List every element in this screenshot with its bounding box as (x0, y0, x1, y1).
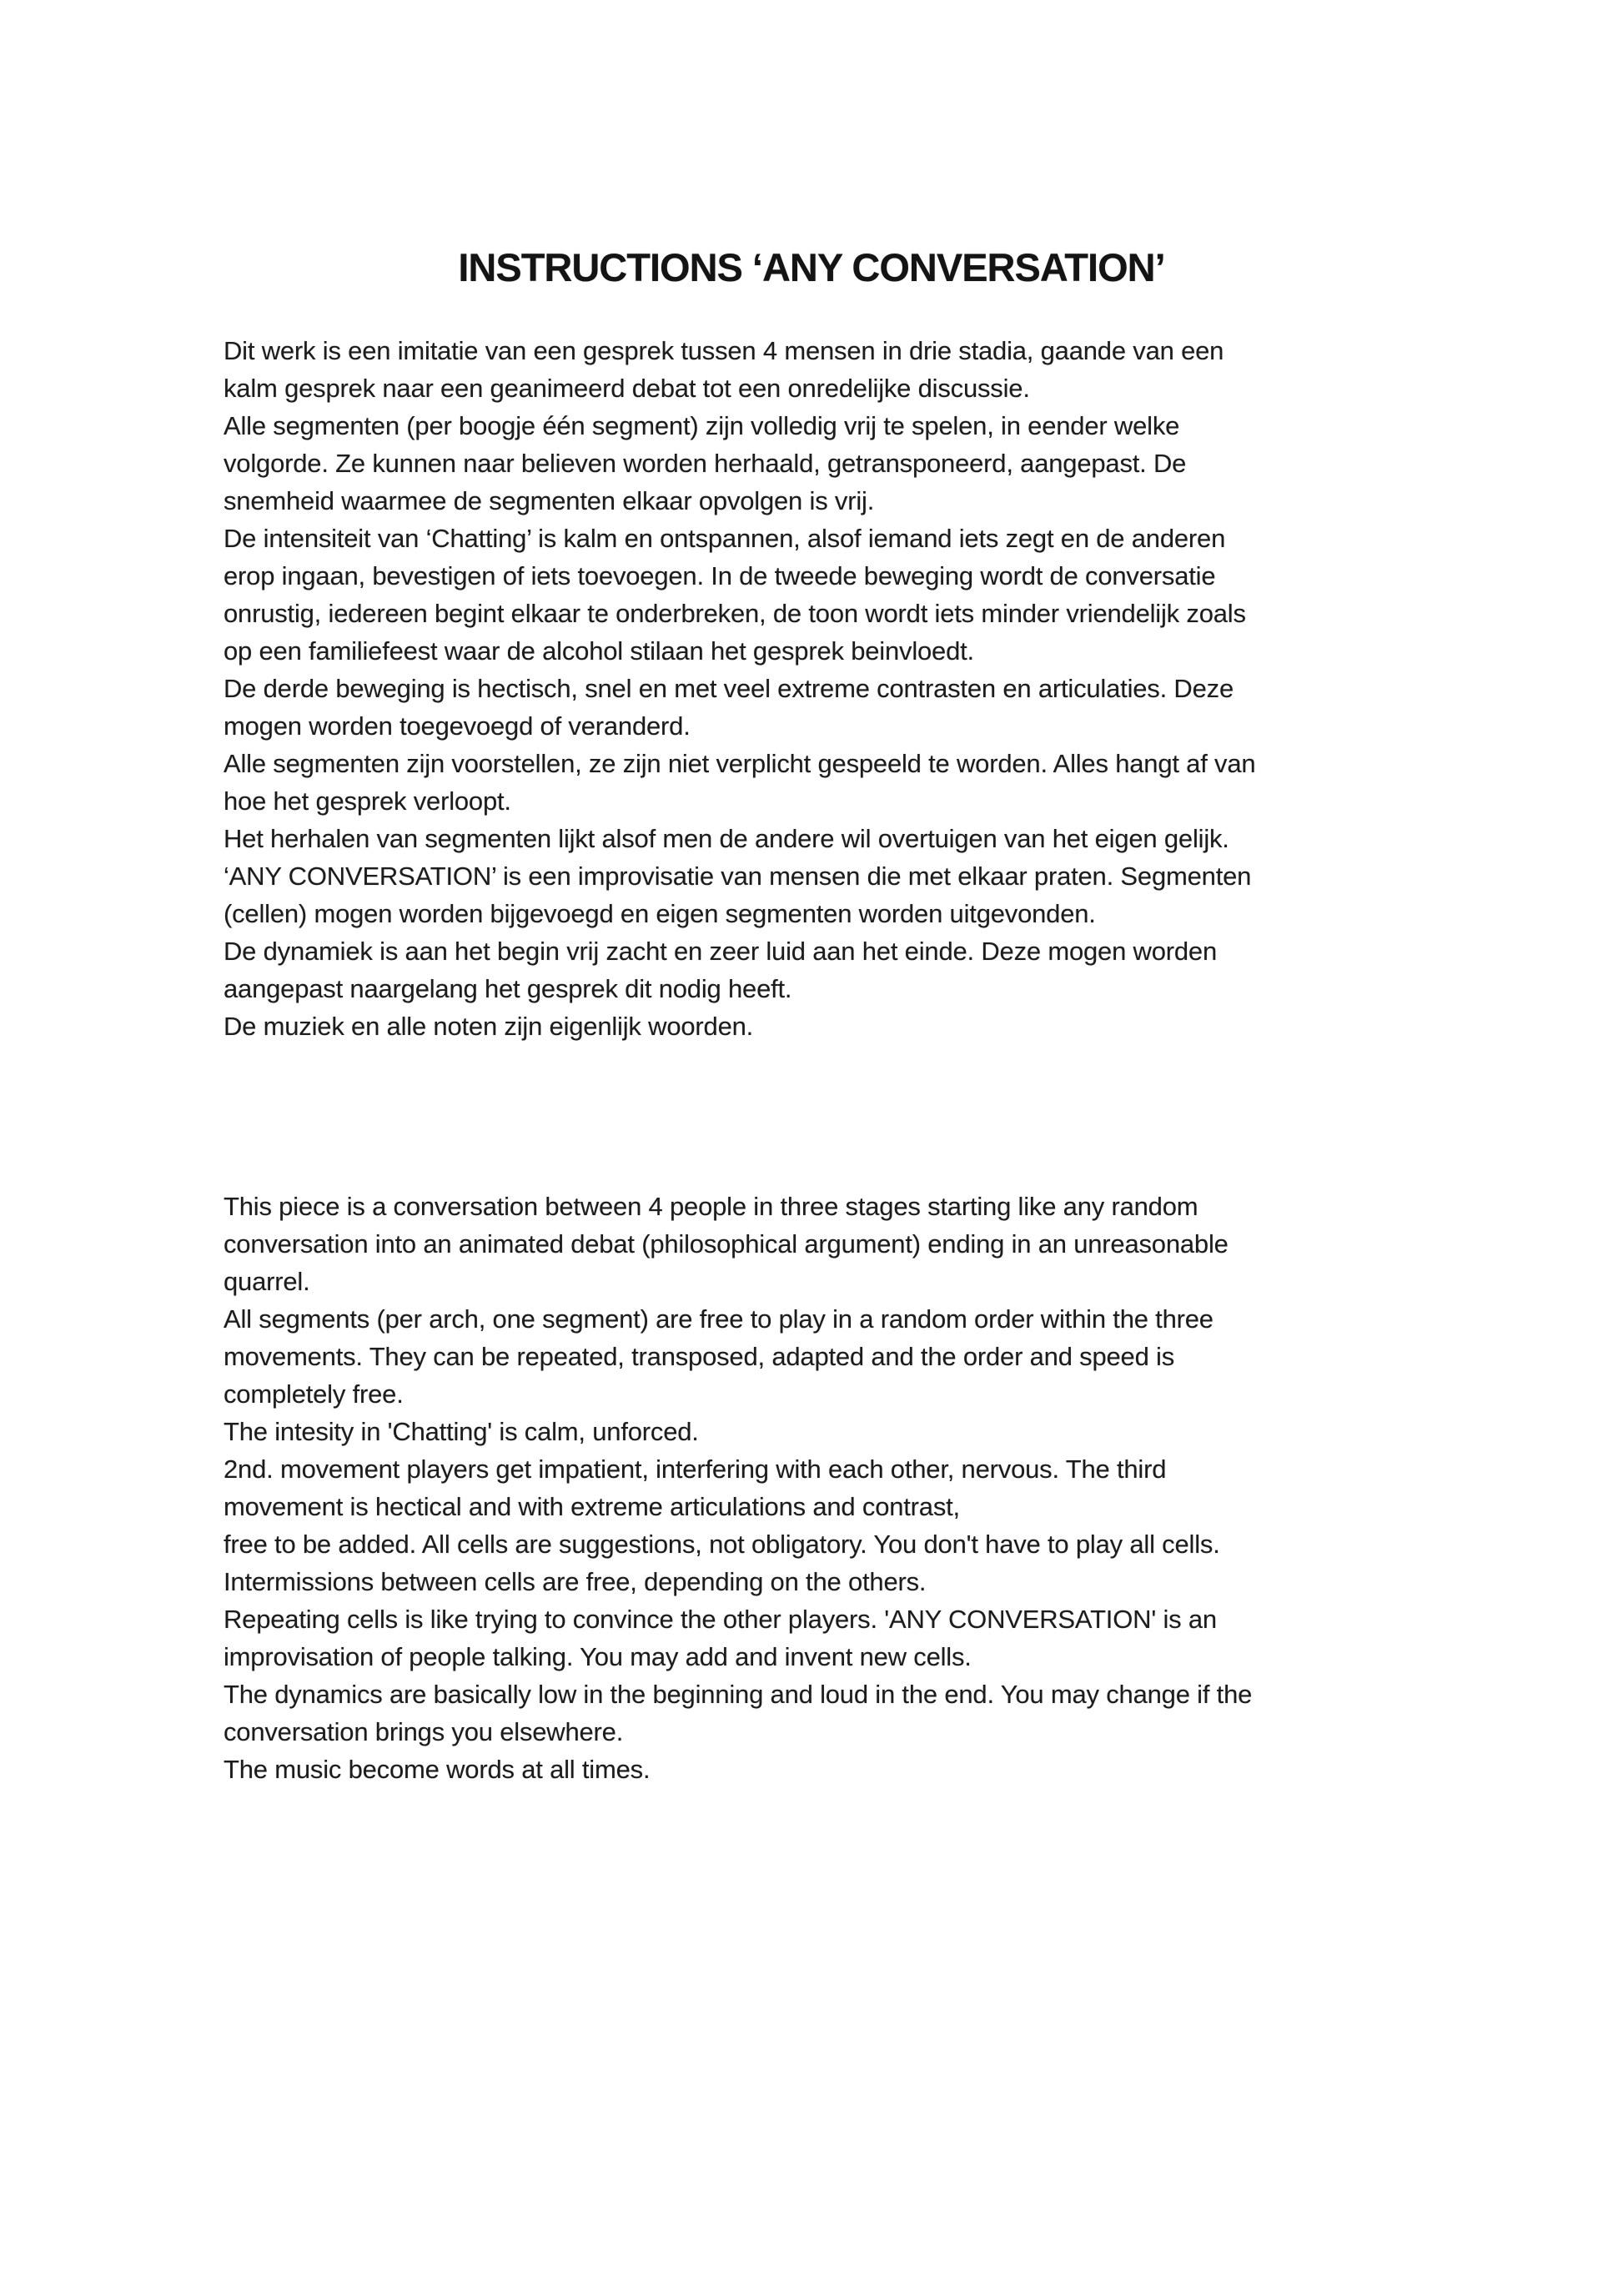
text-line: (cellen) mogen worden bijgevoegd en eigen segmenten worden uitgevonden. (224, 899, 1096, 928)
text-line: onrustig, iedereen begint elkaar te onderbreken, de toon wordt iets minder vriendelijk zoals (224, 599, 1246, 628)
text-line: The music become words at all times. (224, 1755, 651, 1784)
text-line: volgorde. Ze kunnen naar believen worden herhaald, getransponeerd, aangepast. De (224, 449, 1187, 478)
text-line: free to be added. All cells are suggestions, not obligatory. You don't have to play all cells. (224, 1530, 1220, 1559)
text-line: De derde beweging is hectisch, snel en met veel extreme contrasten en articulaties. Deze (224, 674, 1234, 703)
text-line: improvisation of people talking. You may add and invent new cells. (224, 1642, 972, 1671)
text-line: op een familiefeest waar de alcohol stilaan het gesprek beinvloedt. (224, 636, 974, 666)
text-line: Repeating cells is like trying to convince the other players. 'ANY CONVERSATION' is an (224, 1605, 1217, 1634)
text-line: conversation into an animated debat (philosophical argument) ending in an unreasonable (224, 1229, 1229, 1259)
text-line: De intensiteit van ‘Chatting’ is kalm en ontspannen, alsof iemand iets zegt en de anderen (224, 524, 1226, 553)
text-line: snemheid waarmee de segmenten elkaar opvolgen is vrij. (224, 486, 875, 515)
dutch-instructions-paragraph (224, 332, 1425, 1045)
text-line: The intesity in 'Chatting' is calm, unforced. (224, 1417, 699, 1446)
text-line: Intermissions between cells are free, depending on the others. (224, 1567, 927, 1596)
text-line: ‘ANY CONVERSATION’ is een improvisatie van mensen die met elkaar praten. Segmenten (224, 862, 1252, 891)
text-line: movement is hectical and with extreme articulations and contrast, (224, 1492, 960, 1521)
text-line: completely free. (224, 1379, 404, 1409)
text-line: hoe het gesprek verloopt. (224, 786, 511, 816)
english-instructions-paragraph (224, 1188, 1425, 1788)
text-line: All segments (per arch, one segment) are free to play in a random order within the three (224, 1304, 1213, 1334)
text-line: kalm gesprek naar een geanimeerd debat tot een onredelijke discussie. (224, 374, 1030, 403)
text-line: mogen worden toegevoegd of veranderd. (224, 711, 691, 741)
text-line: Alle segmenten (per boogje één segment) zijn volledig vrij te spelen, in eender welke (224, 411, 1180, 440)
text-line: Dit werk is een imitatie van een gesprek tussen 4 mensen in drie stadia, gaande van een (224, 336, 1224, 365)
text-line: De muziek en alle noten zijn eigenlijk woorden. (224, 1012, 754, 1041)
text-line: Het herhalen van segmenten lijkt alsof men de andere wil overtuigen van het eigen gelijk. (224, 824, 1229, 853)
text-line: Alle segmenten zijn voorstellen, ze zijn niet verplicht gespeeld te worden. Alles hangt af van (224, 749, 1256, 778)
text-line: erop ingaan, bevestigen of iets toevoegen. In de tweede beweging wordt de conversatie (224, 561, 1216, 590)
text-line: aangepast naargelang het gesprek dit nodig heeft. (224, 974, 792, 1003)
text-line: The dynamics are basically low in the beginning and loud in the end. You may change if the (224, 1680, 1253, 1709)
page-title: INSTRUCTIONS ‘ANY CONVERSATION’ (458, 245, 1165, 289)
text-line: This piece is a conversation between 4 people in three stages starting like any random (224, 1192, 1198, 1221)
text-line: movements. They can be repeated, transposed, adapted and the order and speed is (224, 1342, 1175, 1371)
text-line: 2nd. movement players get impatient, interfering with each other, nervous. The third (224, 1454, 1167, 1484)
text-line: conversation brings you elsewhere. (224, 1717, 624, 1746)
text-line: De dynamiek is aan het begin vrij zacht en zeer luid aan het einde. Deze mogen worden (224, 937, 1218, 966)
text-line: quarrel. (224, 1267, 310, 1296)
